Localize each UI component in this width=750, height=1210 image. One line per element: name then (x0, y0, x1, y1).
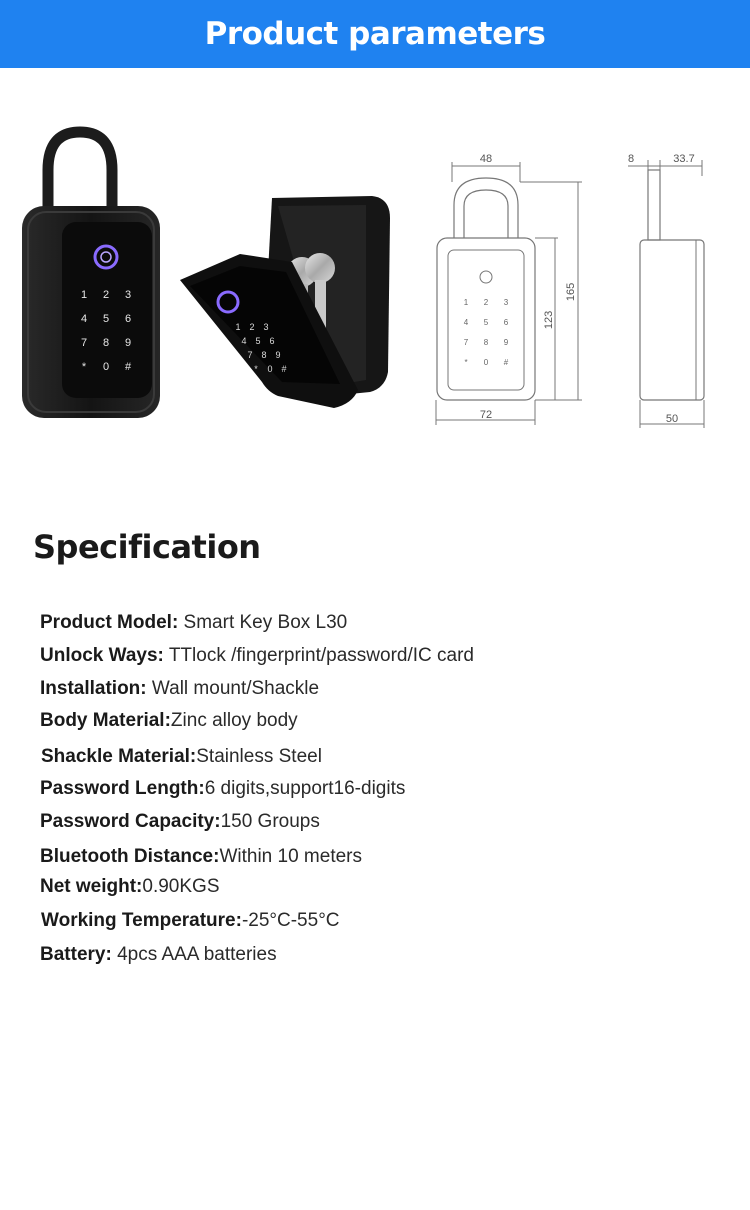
keypad-digit: 4 (80, 313, 88, 325)
keypad-digit: 0 (483, 358, 489, 367)
spec-value: 0.90KGS (142, 876, 220, 897)
spec-row (40, 645, 474, 667)
spec-row (40, 678, 319, 700)
dim-side-depth: 50 (665, 413, 679, 425)
keypad-digit: 5 (483, 318, 489, 327)
keypad-digit: # (503, 358, 509, 367)
keypad-digit: # (124, 361, 132, 373)
spec-value: 6 digits,support16-digits (204, 778, 406, 799)
dim-side-top: 33.7 (673, 153, 695, 165)
spec-key: Unlock Ways: (40, 645, 164, 666)
keypad-digit: 7 (463, 338, 469, 347)
spec-value: TTlock /fingerprint/password/IC card (163, 645, 474, 666)
keypad-digit: 9 (124, 337, 132, 349)
keypad-digit: 2 (249, 322, 255, 332)
lockbox-front-photo (22, 132, 160, 418)
spec-value: Stainless Steel (196, 746, 322, 767)
spec-row (40, 710, 298, 732)
spec-key: Installation: (40, 678, 147, 699)
keypad-digit: 1 (80, 289, 88, 301)
keypad-digit: 2 (483, 298, 489, 307)
keypad-digit: 6 (124, 313, 132, 325)
spec-key: Working Temperature: (41, 910, 242, 931)
keypad-digit: 6 (269, 336, 275, 346)
specification-title: Specification (33, 528, 261, 566)
keypad-digit: 0 (267, 364, 273, 374)
spec-value: Wall mount/Shackle (146, 678, 320, 699)
spec-key: Body Material: (40, 710, 171, 731)
lockbox-open-photo (180, 196, 390, 408)
keypad-digit: 9 (503, 338, 509, 347)
spec-value: Zinc alloy body (170, 710, 298, 731)
keypad-digit: * (464, 358, 468, 367)
keypad-digit: 5 (102, 313, 110, 325)
keypad-digit: 7 (247, 350, 253, 360)
dim-front-body-width: 72 (479, 409, 493, 421)
spec-key: Password Capacity: (40, 811, 221, 832)
side-view-drawing (628, 160, 704, 428)
spec-row (40, 944, 277, 966)
keypad-digit: 8 (483, 338, 489, 347)
spec-key: Shackle Material: (41, 746, 197, 767)
keypad-digit: 6 (503, 318, 509, 327)
spec-value: -25°C-55°C (241, 910, 340, 931)
spec-key: Bluetooth Distance: (40, 846, 220, 867)
keypad-digit: 3 (263, 322, 269, 332)
keypad-digit: # (281, 364, 287, 374)
spec-row (40, 846, 362, 868)
keypad-digit: 3 (503, 298, 509, 307)
keypad-digit: 7 (80, 337, 88, 349)
spec-row (40, 811, 320, 833)
keypad-digit: 1 (235, 322, 241, 332)
spec-key: Net weight: (40, 876, 143, 897)
spec-row (40, 876, 220, 898)
spec-row (40, 778, 405, 800)
keypad-digit: 9 (275, 350, 281, 360)
keypad-drawing (464, 298, 509, 367)
keypad-digit: 5 (255, 336, 261, 346)
spec-row (41, 746, 322, 768)
spec-value: Within 10 meters (219, 846, 362, 867)
page-banner (0, 0, 750, 68)
keypad-digit: 8 (102, 337, 110, 349)
spec-key: Password Length: (40, 778, 205, 799)
keypad-digit: 3 (124, 289, 132, 301)
keypad-digit: 4 (241, 336, 247, 346)
dim-front-width: 48 (479, 153, 493, 165)
spec-key: Battery: (40, 944, 112, 965)
spec-value: 150 Groups (220, 811, 320, 832)
spec-value: Smart Key Box L30 (178, 612, 348, 633)
front-view-drawing (436, 162, 582, 425)
keypad-digit: 4 (463, 318, 469, 327)
banner-title: Product parameters (204, 16, 546, 52)
keypad-digit: * (81, 361, 87, 373)
product-images (0, 110, 750, 440)
dim-side-shackle: 8 (627, 153, 635, 165)
keypad-digit: 2 (102, 289, 110, 301)
keypad-digit: 1 (463, 298, 469, 307)
spec-row (41, 910, 340, 932)
spec-row (40, 612, 347, 634)
dim-front-body-height: 123 (543, 310, 555, 330)
keypad-digit: * (254, 364, 258, 374)
spec-key: Product Model: (40, 612, 179, 633)
keypad-digit: 8 (261, 350, 267, 360)
keypad-digit: 0 (102, 361, 110, 373)
dim-front-total-height: 165 (565, 282, 577, 302)
spec-value: 4pcs AAA batteries (111, 944, 277, 965)
